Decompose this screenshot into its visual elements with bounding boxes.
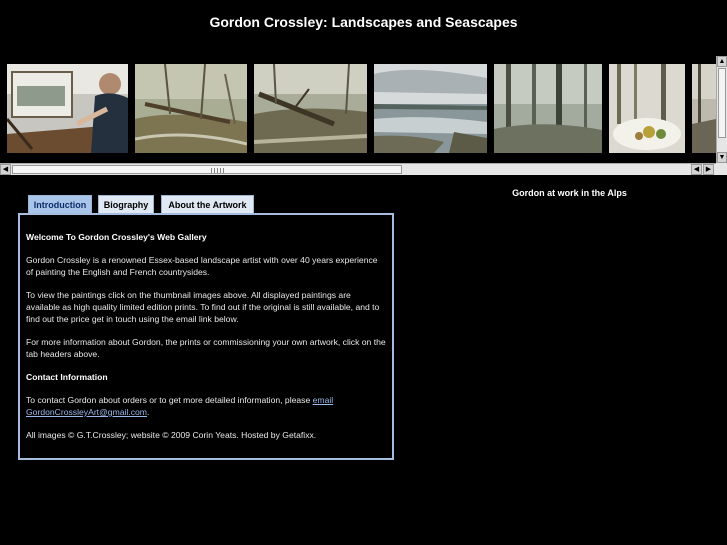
instructions-paragraph: To view the paintings click on the thumbnail images above. All displayed paintings are available as high quality limited edition prints. To find out if the original is still available, and to find out the price get in touch using the email link below. [26, 290, 380, 324]
scrollbar-grip [211, 168, 225, 173]
scrollbar-thumb[interactable] [12, 165, 402, 174]
painting-image [135, 64, 247, 153]
thumbnail-fallen-tree[interactable] [254, 64, 367, 153]
thumbnail-estuary[interactable] [374, 64, 487, 153]
thumbnail-horizontal-scrollbar[interactable] [0, 163, 716, 175]
welcome-heading: Welcome To Gordon Crossley's Web Gallery [26, 232, 207, 242]
painting-image [374, 64, 487, 153]
scroll-up-arrow-icon[interactable]: ▲ [718, 58, 726, 65]
tab-panel-introduction [18, 213, 394, 460]
painting-image [692, 64, 716, 153]
scrollbar-corner [716, 163, 727, 175]
site-title: Gordon Crossley: Landscapes and Seascapes [209, 14, 518, 30]
scrollbar-thumb[interactable] [718, 68, 726, 138]
contact-heading: Contact Information [26, 372, 108, 382]
thumbnail-vertical-scrollbar[interactable] [716, 56, 727, 163]
thumbnail-strip [0, 56, 716, 163]
contact-end: . [146, 407, 150, 417]
contact-paragraph [26, 394, 386, 418]
painting-image [254, 64, 367, 153]
painting-image [609, 64, 685, 153]
scroll-right-arrow-icon[interactable]: ◀ [691, 164, 702, 175]
email-link[interactable]: email GordonCrossleyArt@gmail.com [26, 395, 334, 417]
painting-image [494, 64, 602, 153]
thumbnail-birch-still-life[interactable] [609, 64, 685, 153]
scroll-left-arrow-icon[interactable]: ◀ [0, 164, 11, 175]
tab-introduction[interactable]: Introduction [28, 195, 92, 214]
scroll-right-arrow-icon[interactable]: ▶ [703, 164, 714, 175]
tab-biography[interactable]: Biography [98, 195, 154, 214]
intro-paragraph: Gordon Crossley is a renowned Essex-based landscape artist with over 40 years experience of painting the English and French countrysides. [26, 255, 378, 277]
thumbnail-partial-painting[interactable] [692, 64, 716, 153]
tab-about-the-artwork[interactable]: About the Artwork [161, 195, 254, 214]
copyright-text: All images © G.T.Crossley; website © 2009 Corin Yeats. Hosted by Getafixx. [26, 430, 317, 440]
image-caption: Gordon at work in the Alps [512, 188, 627, 198]
thumbnail-forest-trunks[interactable] [494, 64, 602, 153]
thumbnail-artist-at-easel[interactable] [7, 64, 128, 153]
painting-image [7, 64, 128, 153]
contact-text: To contact Gordon about orders or to get more detailed information, please [26, 395, 313, 405]
more-info-paragraph: For more information about Gordon, the prints or commissioning your own artwork, click on the tab headers above. [26, 337, 386, 359]
scroll-down-arrow-icon[interactable]: ▼ [718, 154, 726, 161]
thumbnail-woodland-stream[interactable] [135, 64, 247, 153]
